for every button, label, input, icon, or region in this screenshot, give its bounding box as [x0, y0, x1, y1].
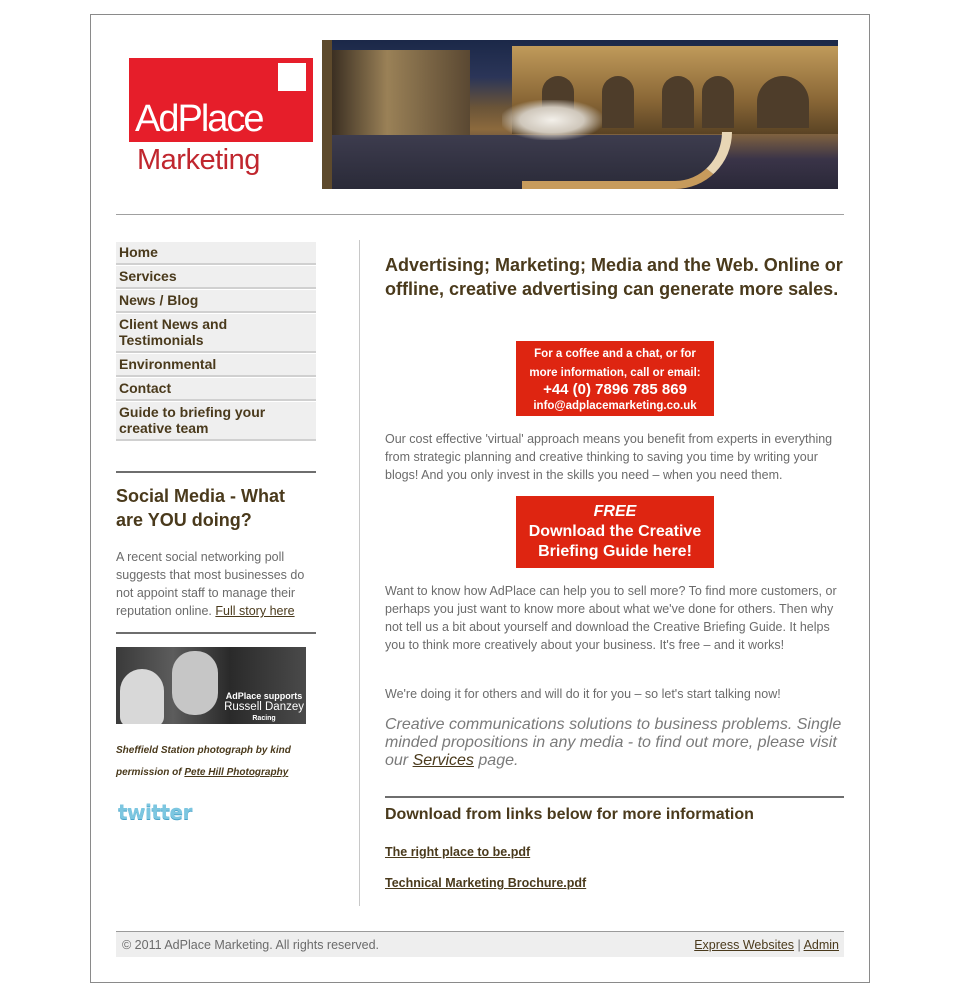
nav-item-contact[interactable]: Contact — [116, 378, 316, 401]
full-story-link[interactable]: Full story here — [215, 604, 295, 618]
support-line3: Racing — [252, 715, 276, 722]
services-intro — [385, 716, 855, 770]
support-line1: AdPlace supports — [225, 691, 303, 701]
services-link[interactable]: Services — [412, 752, 474, 769]
nav-item-news-blog[interactable]: News / Blog — [116, 290, 316, 313]
photo-person — [120, 669, 164, 724]
hero-arch — [602, 76, 634, 128]
logo-red-block — [129, 58, 313, 142]
credit-text: Sheffield Station photograph by kind permission of — [116, 745, 291, 778]
download-link-brochure[interactable]: Technical Marketing Brochure.pdf — [385, 876, 587, 890]
hero-edge — [322, 40, 332, 189]
download-link-right-place[interactable]: The right place to be.pdf — [385, 845, 531, 859]
nav-item-client-news[interactable]: Client News and Testimonials — [116, 314, 316, 353]
social-media-body: A recent social networking poll suggests that most businesses do not appoint staff to manage their reputation online. — [116, 550, 305, 618]
download-line3: Briefing Guide here! — [538, 543, 692, 560]
page-headline: Advertising; Marketing; Media and the Web. Online or offline, creative advertising can generate more sales. — [385, 255, 843, 299]
racing-support-banner[interactable] — [116, 647, 306, 724]
hero-arch — [757, 76, 809, 128]
hero-arch — [702, 76, 734, 128]
photo-credit — [116, 740, 326, 784]
download-line2: Download the Creative — [528, 523, 702, 540]
talk-paragraph: We're doing it for others and will do it for you – so let's start talking now! — [385, 687, 781, 701]
contact-line2: more information, call or email: — [529, 367, 701, 379]
contact-phone: +44 (0) 7896 785 869 — [543, 381, 687, 398]
adplace-logo[interactable] — [129, 58, 313, 180]
intro-post: page. — [478, 752, 519, 769]
photo-person — [172, 651, 218, 715]
contact-line1: For a coffee and a chat, or for — [534, 348, 696, 360]
footer — [116, 931, 844, 957]
footer-links — [694, 938, 839, 952]
logo-white-square — [278, 63, 306, 91]
footer-separator: | — [797, 938, 801, 952]
support-banner-text — [224, 691, 304, 724]
nav-item-services[interactable]: Services — [116, 266, 316, 289]
logo-marketing-text: Marketing — [137, 144, 260, 176]
hero-arch — [662, 76, 694, 128]
express-websites-link[interactable]: Express Websites — [694, 938, 795, 952]
sidebar-divider — [116, 632, 316, 634]
social-media-text — [116, 548, 321, 620]
page-container — [90, 14, 870, 983]
logo-adplace-text: AdPlace — [135, 98, 263, 140]
header-hero-image — [322, 40, 838, 189]
admin-link[interactable]: Admin — [803, 938, 839, 952]
sidebar-divider — [116, 471, 316, 473]
pete-hill-link[interactable]: Pete Hill Photography — [184, 767, 289, 778]
contact-box[interactable] — [516, 341, 714, 416]
copyright: © 2011 AdPlace Marketing. All rights reserved. — [122, 938, 380, 952]
download-guide-button[interactable] — [516, 496, 714, 568]
twitter-icon[interactable]: twitter — [118, 800, 192, 824]
contact-email: info@adplacemarketing.co.uk — [533, 400, 697, 412]
downloads-heading: Download from links below for more information — [385, 806, 754, 823]
support-line2: Russell Danzey — [224, 701, 304, 713]
help-paragraph: Want to know how AdPlace can help you to sell more? To find more customers, or perhaps you just want to know more about what we've done for others. Then why not tell us a bit about yourself and download the Creative Briefing Guide. It helps you to think more creatively about your business. It's free – and it works! — [385, 584, 837, 652]
social-media-heading: Social Media - What are YOU doing? — [116, 486, 286, 530]
intro-paragraph: Our cost effective 'virtual' approach means you benefit from experts in everything from strategic planning and creative thinking to saving you time by writing your blogs! And you only invest in the skills you need – when you need them. — [385, 432, 833, 482]
hero-rim — [522, 132, 732, 189]
nav-item-briefing-guide[interactable]: Guide to briefing your creative team — [116, 402, 316, 441]
intro-pre: Creative communications solutions to business problems. Single minded propositions in any media - to find out more, please visit our — [385, 716, 842, 769]
header-divider — [116, 214, 844, 215]
main-nav — [116, 242, 316, 442]
hero-wall — [332, 50, 470, 140]
nav-item-environmental[interactable]: Environmental — [116, 354, 316, 377]
download-free: FREE — [593, 503, 637, 520]
main-divider — [385, 796, 844, 798]
nav-item-home[interactable]: Home — [116, 242, 316, 265]
column-divider — [359, 240, 360, 906]
